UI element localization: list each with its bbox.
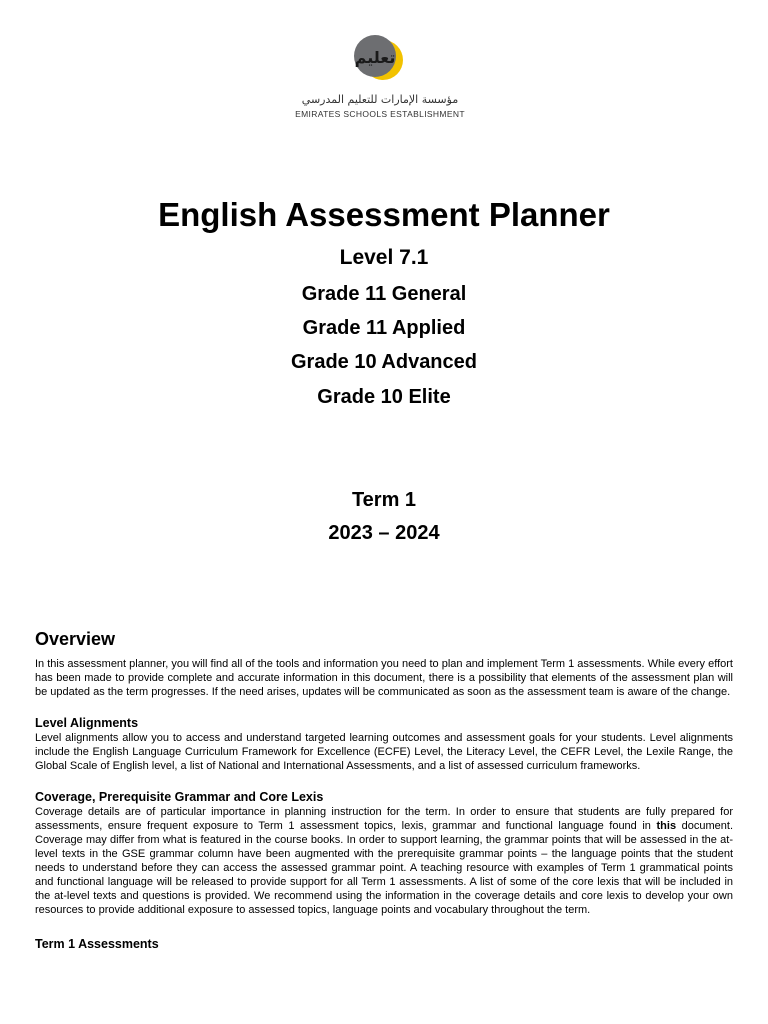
level-alignments-section [35,716,733,773]
term1-assessments-heading: Term 1 Assessments [35,937,159,951]
coverage-paragraph [35,805,733,917]
logo-mark-text: تعليم [354,48,396,67]
grade-item: Grade 11 Applied [302,317,466,339]
overview-heading: Overview [35,629,116,649]
logo-arabic-text: مؤسسة الإمارات للتعليم المدرسي [301,93,459,106]
ese-logo-icon [350,30,406,88]
grade-item: Grade 10 Advanced [290,351,477,373]
term1-assessments-section [35,937,733,952]
coverage-heading: Coverage, Prerequisite Grammar and Core Lexis [35,790,324,804]
coverage-text-bold: this [656,820,677,832]
coverage-text-start: Coverage details are of particular importance in planning instruction for the term. In order to ensure that students are fully prepared for assessments, ensure frequent exposure to Term 1 assessment topics, lexis, grammar and functional language found in [35,806,733,832]
document-body [35,629,733,952]
coverage-section [35,790,733,917]
level-alignments-heading: Level Alignments [35,716,139,730]
coverage-text-end: document. Coverage may differ from what is featured in the course books. In order to support learning, the grammar points that will be assessed in the at-level texts in the GSE grammar column have been augmented with the prerequisite grammar points – the language points that the student needs to understand before they can access the assessed grammar point. A teaching resource with examples of Term 1 grammatical points and functional language will be released to provide support for all Term 1 assessments. A list of some of the core lexis that will be included in the at-level texts and questions is provided. We recommend using the information in the coverage details and core lexis to develop your own resources to provide additional exposure to assessed topics, language points and vocabulary throughout the term. [35,820,733,916]
grade-item: Grade 10 Elite [317,386,451,408]
term-label: Term 1 [351,489,417,511]
level-alignments-paragraph: Level alignments allow you to access and understand targeted learning outcomes and assessment goals for your students. Level alignments include the English Language Curriculum Framework for Excellence (ECFE) Level, the Literacy Level, the CEFR Level, the Lexile Range, the Global Scale of English level, a list of National and International Assessments, and a list of assessed curriculum frameworks. [35,732,733,772]
overview-paragraph: In this assessment planner, you will find all of the tools and information you need to plan and implement Term 1 assessments. While every effort has been made to provide complete and accurate information in this document, there is a possibility that elements of the assessment plan will be updated as the term progresses. If the need arises, updates will be communicated as soon as the assessment team is aware of the change. [35,658,733,698]
academic-years: 2023 – 2024 [328,522,440,544]
document-title: English Assessment Planner [158,196,610,233]
logo [290,30,470,125]
logo-english-text: EMIRATES SCHOOLS ESTABLISHMENT [295,109,465,119]
grade-item: Grade 11 General [301,283,467,305]
overview-section [35,629,733,699]
level-label: Level 7.1 [339,246,429,269]
